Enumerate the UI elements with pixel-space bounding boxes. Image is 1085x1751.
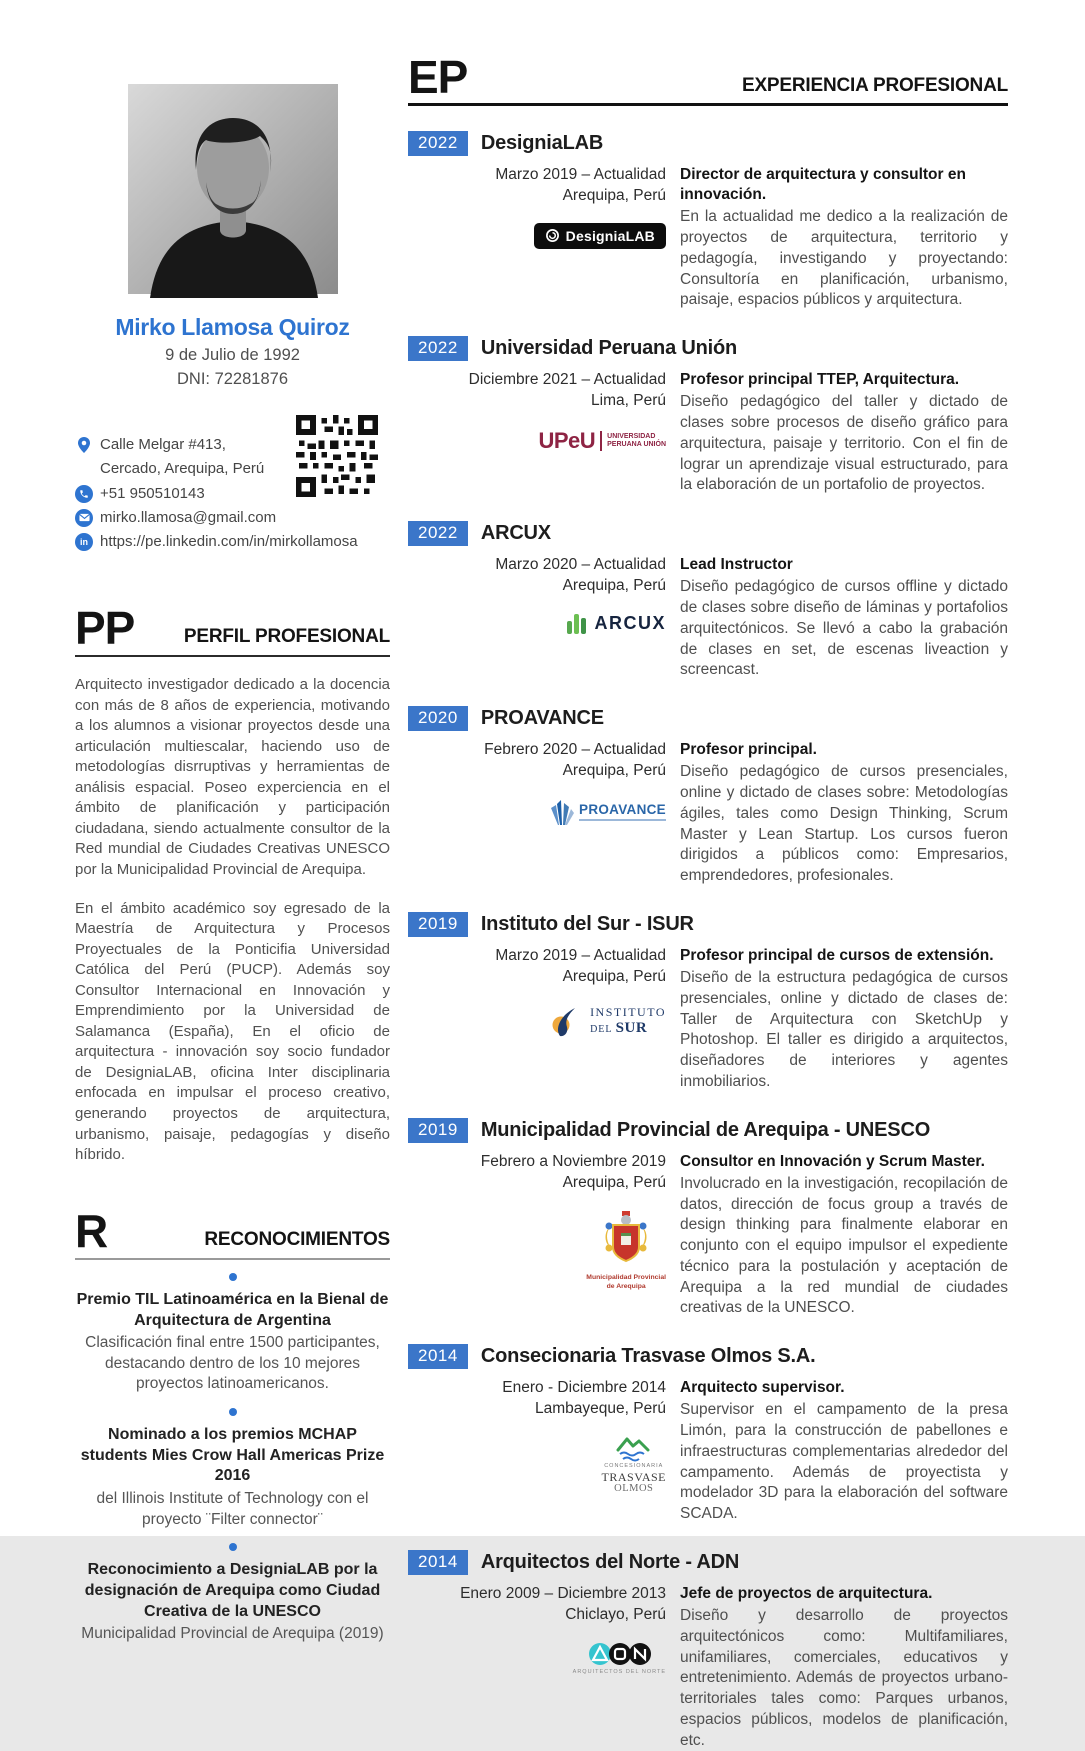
company-name: Municipalidad Provincial de Arequipa - UNESCO bbox=[480, 1118, 931, 1141]
portrait-silhouette bbox=[128, 84, 338, 294]
municipalidad-crest-logo bbox=[586, 1209, 666, 1292]
contact-block bbox=[75, 435, 390, 555]
proavance-tagline-line bbox=[579, 819, 666, 821]
year-badge: 2022 bbox=[408, 131, 468, 156]
recognition-detail: Municipalidad Provincial de Arequipa (2019) bbox=[81, 1625, 384, 1643]
entry-dates: Marzo 2019 – Actualidad bbox=[495, 946, 666, 964]
year-badge: 2014 bbox=[408, 1344, 468, 1369]
recognition-detail: Clasificación final entre 1500 participantes, destacando dentro de los 10 mejores proyectos latinoamericanos. bbox=[85, 1334, 380, 1393]
experience-entry bbox=[408, 336, 1008, 496]
isur-logo-line1: INSTITUTO bbox=[590, 1004, 666, 1019]
left-column bbox=[75, 58, 390, 1645]
reconocimientos-initial: R bbox=[75, 1204, 108, 1257]
company-name: Arquitectos del Norte - ADN bbox=[480, 1550, 740, 1573]
entry-dates: Diciembre 2021 – Actualidad bbox=[468, 371, 666, 389]
trasvase-olmos-logo bbox=[602, 1436, 666, 1495]
perfil-title: PERFIL PROFESIONAL bbox=[183, 626, 390, 648]
olmos-logo-line2: TRASVASE bbox=[601, 1470, 666, 1485]
entry-role: Lead Instructor bbox=[680, 556, 793, 574]
person-birthdate: 9 de Julio de 1992 bbox=[165, 346, 300, 364]
company-name: ARCUX bbox=[480, 522, 551, 545]
municipalidad-caption1: Municipalidad Provincial bbox=[586, 1274, 666, 1282]
recognition-headline: Premio TIL Latinoamérica en la Bienal de Arquitectura de Argentina bbox=[76, 1290, 389, 1329]
entry-location: Arequipa, Perú bbox=[562, 187, 666, 205]
upeu-logo-divider bbox=[600, 431, 602, 451]
designialab-mark-icon bbox=[545, 228, 560, 243]
perfil-paragraph-2: En el ámbito académico soy egresado de la Maestría de Arquitectura y Procesos Proyectuales de la Ponticifia Universidad Católica del Perú (PUCP). Además soy Consultor Internacional en Innovación y Emprendimiento por la Universidad de Salamanca (España), En el oficio de arquitectura - innovación soy socio fundador de DesigniaLAB, oficina Inter disciplinaria enfocada en impulsar el proceso creativo, generando proyectos de arquitectura, urbanismo, paisaje, pedagogías y diseño híbrido. bbox=[75, 899, 390, 1164]
email-row bbox=[75, 508, 390, 528]
person-dni: DNI: 72281876 bbox=[177, 370, 288, 388]
entry-location: Arequipa, Perú bbox=[562, 577, 666, 595]
experience-entry bbox=[408, 1118, 1008, 1320]
experience-entry bbox=[408, 131, 1008, 311]
entry-dates: Febrero 2020 – Actualidad bbox=[484, 741, 666, 759]
entry-role: Profesor principal TTEP, Arquitectura. bbox=[680, 371, 960, 389]
linkedin-row bbox=[75, 532, 390, 552]
linkedin-icon: in bbox=[75, 533, 93, 551]
company-name: Instituto del Sur - ISUR bbox=[480, 912, 694, 935]
experiencia-section-header bbox=[408, 51, 1008, 106]
entry-role: Profesor principal. bbox=[680, 741, 817, 759]
upeu-logo-text: UPeU bbox=[538, 428, 596, 454]
proavance-fan-icon bbox=[547, 798, 575, 826]
entry-description: Supervisor en el campamento de la presa Limón, para la construcción de pabellones e infraestructuras complementarias alrededor del campamento. Además de proyectista y modelador 3D para la elaboración del software SCADA. bbox=[680, 1401, 1008, 1523]
company-name: DesigniaLAB bbox=[480, 132, 604, 155]
year-badge: 2019 bbox=[408, 912, 468, 937]
entry-description: Diseño pedagógico de cursos offline y dictado de clases sobre diseño de láminas y portafolios arquitectónicos. Se llevó a cabo la grabación de clases en set, de escenas liveaction y screencast. bbox=[680, 578, 1008, 679]
entry-role: Jefe de proyectos de arquitectura. bbox=[680, 1584, 933, 1602]
company-name: PROAVANCE bbox=[480, 707, 604, 730]
municipalidad-caption2: de Arequipa bbox=[606, 1283, 646, 1291]
municipalidad-crest-icon bbox=[600, 1209, 652, 1271]
designialab-logo bbox=[534, 223, 666, 249]
adn-logo bbox=[573, 1642, 666, 1675]
recognition-headline: Nominado a los premios MCHAP students Mies Crow Hall Americas Prize 2016 bbox=[80, 1425, 385, 1485]
address-line2: Cercado, Arequipa, Perú bbox=[100, 460, 265, 478]
right-column bbox=[408, 51, 1008, 1751]
entry-dates: Marzo 2019 – Actualidad bbox=[495, 166, 666, 184]
entry-dates: Febrero a Noviembre 2019 bbox=[480, 1152, 666, 1170]
perfil-paragraph-1: Arquitecto investigador dedicado a la docencia con más de 8 años de experiencia, motivando a los alumnos a visionar proyectos desde una articulación multiescalar, haciendo uso de metodologías disrruptivas y herramientas de análisis espacial. Poseo experciencia en el ámbito de planificación y participación ciudadana, siendo actualmente consultor de la Red mundial de Ciudades Creativas UNESCO por la Municipalidad Provincial de Arequipa. bbox=[75, 676, 390, 879]
entry-role: Consultor en Innovación y Scrum Master. bbox=[680, 1152, 985, 1170]
olmos-logo-line1: CONCESIONARIA bbox=[604, 1462, 664, 1469]
linkedin-url[interactable]: https://pe.linkedin.com/in/mirkollamosa bbox=[100, 533, 358, 550]
upeu-logo bbox=[538, 428, 666, 454]
proavance-logo bbox=[547, 798, 666, 826]
experience-entry bbox=[408, 706, 1008, 887]
year-badge: 2022 bbox=[408, 521, 468, 546]
entry-location: Arequipa, Perú bbox=[562, 967, 666, 985]
email-address[interactable]: mirko.llamosa@gmail.com bbox=[100, 508, 277, 526]
recognition-detail: del Illinois Institute of Technology con el proyecto ¨Filter connector¨ bbox=[96, 1490, 369, 1528]
bullet-separator bbox=[229, 1543, 237, 1551]
entry-description: Diseño pedagógico del taller y dictado de clases sobre procesos de diseño gráfico para arquitectura, paisaje y territorio. Con el fin de lograr un aprendizaje visual estructurado, para la elaboración de un portafolio de proyectos. bbox=[680, 393, 1008, 494]
entry-dates: Marzo 2020 – Actualidad bbox=[495, 556, 666, 574]
experiencia-initials: EP bbox=[408, 51, 468, 103]
olmos-mountains-icon bbox=[614, 1436, 654, 1462]
entry-location: Lima, Perú bbox=[591, 392, 666, 410]
olmos-logo-line3: OLMOS bbox=[614, 1483, 654, 1495]
address-line1: Calle Melgar #413, bbox=[100, 436, 226, 453]
entry-dates: Enero 2009 – Diciembre 2013 bbox=[460, 1584, 666, 1602]
company-name: Universidad Peruana Unión bbox=[480, 337, 738, 360]
entry-location: Arequipa, Perú bbox=[562, 762, 666, 780]
entry-role: Arquitecto supervisor. bbox=[680, 1379, 845, 1397]
experience-entry bbox=[408, 521, 1008, 681]
isur-logo-line2: DEL bbox=[590, 1023, 613, 1035]
bullet-separator bbox=[229, 1273, 237, 1281]
upeu-logo-sub2: PERUANA UNIÓN bbox=[607, 441, 666, 449]
experiencia-title: EXPERIENCIA PROFESIONAL bbox=[741, 75, 1008, 97]
perfil-initials: PP bbox=[75, 602, 135, 654]
experience-entry bbox=[408, 1344, 1008, 1525]
year-badge: 2019 bbox=[408, 1118, 468, 1143]
adn-circles-icon bbox=[588, 1642, 650, 1666]
company-name: Consecionaria Trasvase Olmos S.A. bbox=[480, 1345, 816, 1368]
year-badge: 2022 bbox=[408, 336, 468, 361]
reconocimientos-title: RECONOCIMIENTOS bbox=[204, 1228, 390, 1250]
designialab-logo-text: DesigniaLAB bbox=[565, 227, 655, 244]
upeu-logo-sub1: UNIVERSIDAD bbox=[607, 432, 656, 440]
recognition-headline: Reconocimiento a DesigniaLAB por la designación de Arequipa como Ciudad Creativa de la UNESCO bbox=[84, 1561, 381, 1620]
entry-location: Arequipa, Perú bbox=[562, 1173, 666, 1191]
year-badge: 2014 bbox=[408, 1550, 468, 1575]
perfil-section-header bbox=[75, 602, 390, 657]
entry-description: Diseño pedagógico de cursos presenciales, online y dictado de clases sobre: Metodologías ágiles, tales como Design Thinking, Scrum Master y Lean Startup. Los cursos fueron dirigidos a públicos como: Empresarios, emprendedores, profesionales. bbox=[680, 763, 1008, 885]
entry-location: Chiclayo, Perú bbox=[565, 1605, 666, 1623]
entry-description: Diseño y desarrollo de proyectos arquitectónicos como: Multifamiliares, unifamiliares, comerciales, educativos y entretenimiento. Además de proyectos urbano-territoriales tales como: Parques urbanos, espacios públicos, modelos de planificación, etc. bbox=[680, 1606, 1008, 1749]
year-badge: 2020 bbox=[408, 706, 468, 731]
person-name: Mirko Llamosa Quiroz bbox=[115, 314, 350, 340]
arcux-logo bbox=[567, 613, 666, 634]
isur-logo-line3: SUR bbox=[615, 1019, 648, 1036]
entry-description: Diseño de la estructura pedagógica de cursos presenciales, online y dictado de clases de: Taller de Arquitectura con SketchUp y Photoshop. El taller es dirigido a arquitectos, diseñadores de interiores y agentes inmobiliarios. bbox=[680, 969, 1008, 1090]
adn-caption: ARQUITECTOS DEL NORTE bbox=[572, 1668, 666, 1675]
entry-dates: Enero - Diciembre 2014 bbox=[502, 1379, 666, 1397]
proavance-logo-text: PROAVANCE bbox=[579, 802, 666, 818]
arcux-logo-text: ARCUX bbox=[594, 613, 666, 634]
reconocimientos-section-header bbox=[75, 1204, 390, 1260]
entry-description: Involucrado en la investigación, recopilación de datos, dirección de focus group a través de design thinking para finalmente elaborar en conjunto con el equipo impulsor el expediente técnico para la postulación y aceptación de Arequipa a la red mundial de ciudades creativas de la UNESCO. bbox=[680, 1174, 1008, 1317]
isur-swoosh-icon bbox=[551, 1004, 583, 1038]
profile-photo bbox=[128, 84, 338, 294]
experience-entry bbox=[408, 912, 1008, 1093]
qr-code bbox=[296, 415, 378, 497]
isur-logo bbox=[551, 1004, 666, 1038]
arcux-bars-icon bbox=[567, 614, 586, 634]
location-pin-icon bbox=[75, 436, 93, 454]
experience-entry bbox=[408, 1550, 1008, 1751]
entry-role: Profesor principal de cursos de extensión. bbox=[680, 946, 994, 964]
phone-number: +51 950510143 bbox=[100, 484, 205, 502]
entry-role: Director de arquitectura y consultor en innovación. bbox=[680, 166, 966, 204]
entry-description: En la actualidad me dedico a la realización de proyectos de arquitectura, territorio y pedagogía, investigando y proyectando: Consultoría en planificación, urbanismo, paisaje, espacios públicos y arquitectura. bbox=[680, 208, 1008, 309]
entry-location: Lambayeque, Perú bbox=[535, 1400, 666, 1418]
phone-icon bbox=[75, 485, 93, 503]
email-icon bbox=[75, 509, 93, 527]
bullet-separator bbox=[229, 1408, 237, 1416]
